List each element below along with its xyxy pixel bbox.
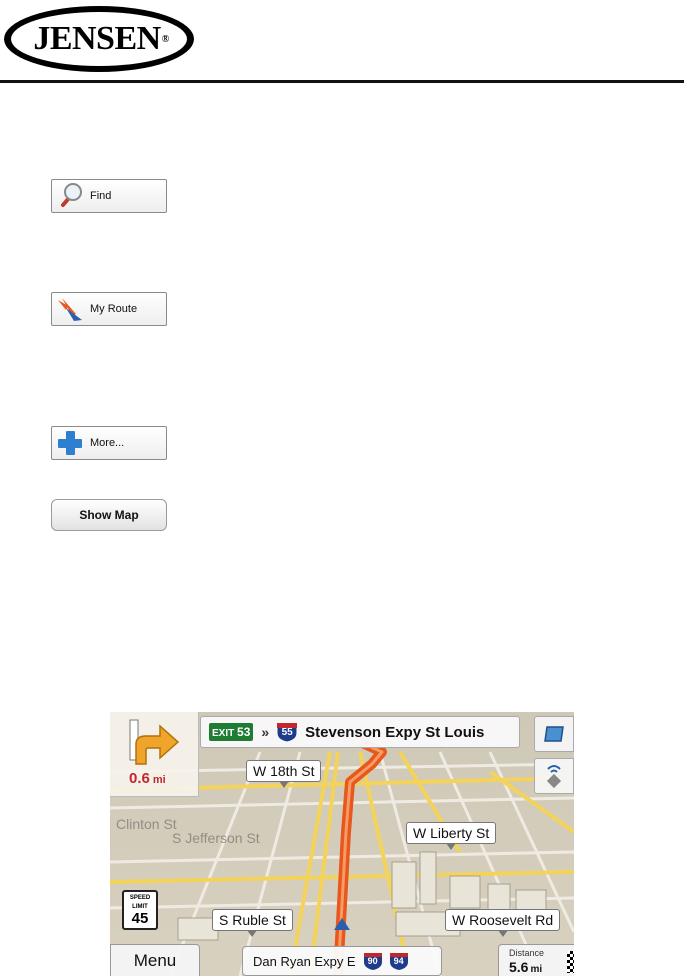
next-turn-distance-value: 0.6	[129, 770, 150, 787]
my-route-label: My Route	[90, 303, 138, 315]
more-label: More...	[90, 437, 125, 449]
interstate-shield-icon	[275, 721, 299, 743]
show-map-label: Show Map	[79, 508, 139, 522]
distance-unit: mi	[530, 964, 543, 975]
view-mode-button[interactable]	[534, 716, 574, 752]
street-callout-w-liberty: W Liberty St	[406, 822, 496, 844]
interstate-number: 55	[281, 727, 293, 738]
exit-label: EXIT	[212, 728, 235, 739]
logo-wordmark: JENSEN	[33, 20, 161, 57]
street-callout-w-roosevelt: W Roosevelt Rd	[445, 909, 560, 931]
remaining-distance-panel[interactable]	[498, 944, 574, 976]
jensen-logo	[2, 4, 196, 74]
navigation-map[interactable]	[110, 712, 574, 976]
interstate-shield-icon	[388, 951, 410, 971]
current-street-name: Dan Ryan Expy E	[253, 953, 356, 969]
show-map-button[interactable]	[51, 499, 167, 531]
map-menu-button[interactable]	[110, 944, 200, 976]
street-callout-s-ruble: S Ruble St	[212, 909, 293, 931]
logo-registered: ®	[161, 33, 169, 45]
distance-label: Distance	[509, 948, 545, 958]
gps-status-button[interactable]	[534, 758, 574, 794]
next-street-bar	[200, 716, 520, 748]
exit-number: 53	[237, 725, 251, 739]
street-label-clinton: Clinton St	[116, 816, 177, 832]
speed-limit-top: SPEED	[129, 895, 151, 901]
street-label-jefferson: S Jefferson St	[172, 830, 260, 846]
map-menu-label: Menu	[133, 951, 177, 970]
speed-limit-value: 45	[131, 910, 149, 927]
map-view-icon	[543, 725, 565, 743]
logo-text	[2, 4, 196, 74]
interstate-number-94: 94	[393, 956, 404, 966]
next-street-name: Stevenson Expy St Louis	[305, 723, 485, 741]
magnifier-icon	[52, 180, 88, 212]
distance-number: 5.6	[509, 959, 529, 975]
find-button[interactable]	[51, 179, 167, 213]
current-street-bar	[242, 946, 442, 976]
interstate-number-90: 90	[367, 956, 378, 966]
interstate-shield-icon	[362, 951, 384, 971]
exit-sign	[209, 723, 253, 741]
next-turn-distance-unit: mi	[152, 774, 166, 786]
route-arrows-icon	[52, 293, 88, 325]
find-label: Find	[90, 190, 112, 202]
header-divider	[0, 80, 684, 83]
plus-icon	[52, 427, 88, 459]
next-turn-panel	[110, 712, 199, 797]
route-chevron: »	[261, 724, 270, 740]
my-route-button[interactable]	[51, 292, 167, 326]
more-button[interactable]	[51, 426, 167, 460]
speed-limit-sign	[122, 890, 158, 930]
speed-limit-mid: LIMIT	[132, 904, 148, 910]
street-callout-w-18th: W 18th St	[246, 760, 321, 782]
checkered-flag-icon	[567, 951, 574, 973]
next-turn-distance	[129, 770, 166, 787]
turn-right-icon	[118, 714, 188, 772]
satellite-signal-icon	[543, 763, 565, 789]
distance-value	[509, 959, 542, 975]
